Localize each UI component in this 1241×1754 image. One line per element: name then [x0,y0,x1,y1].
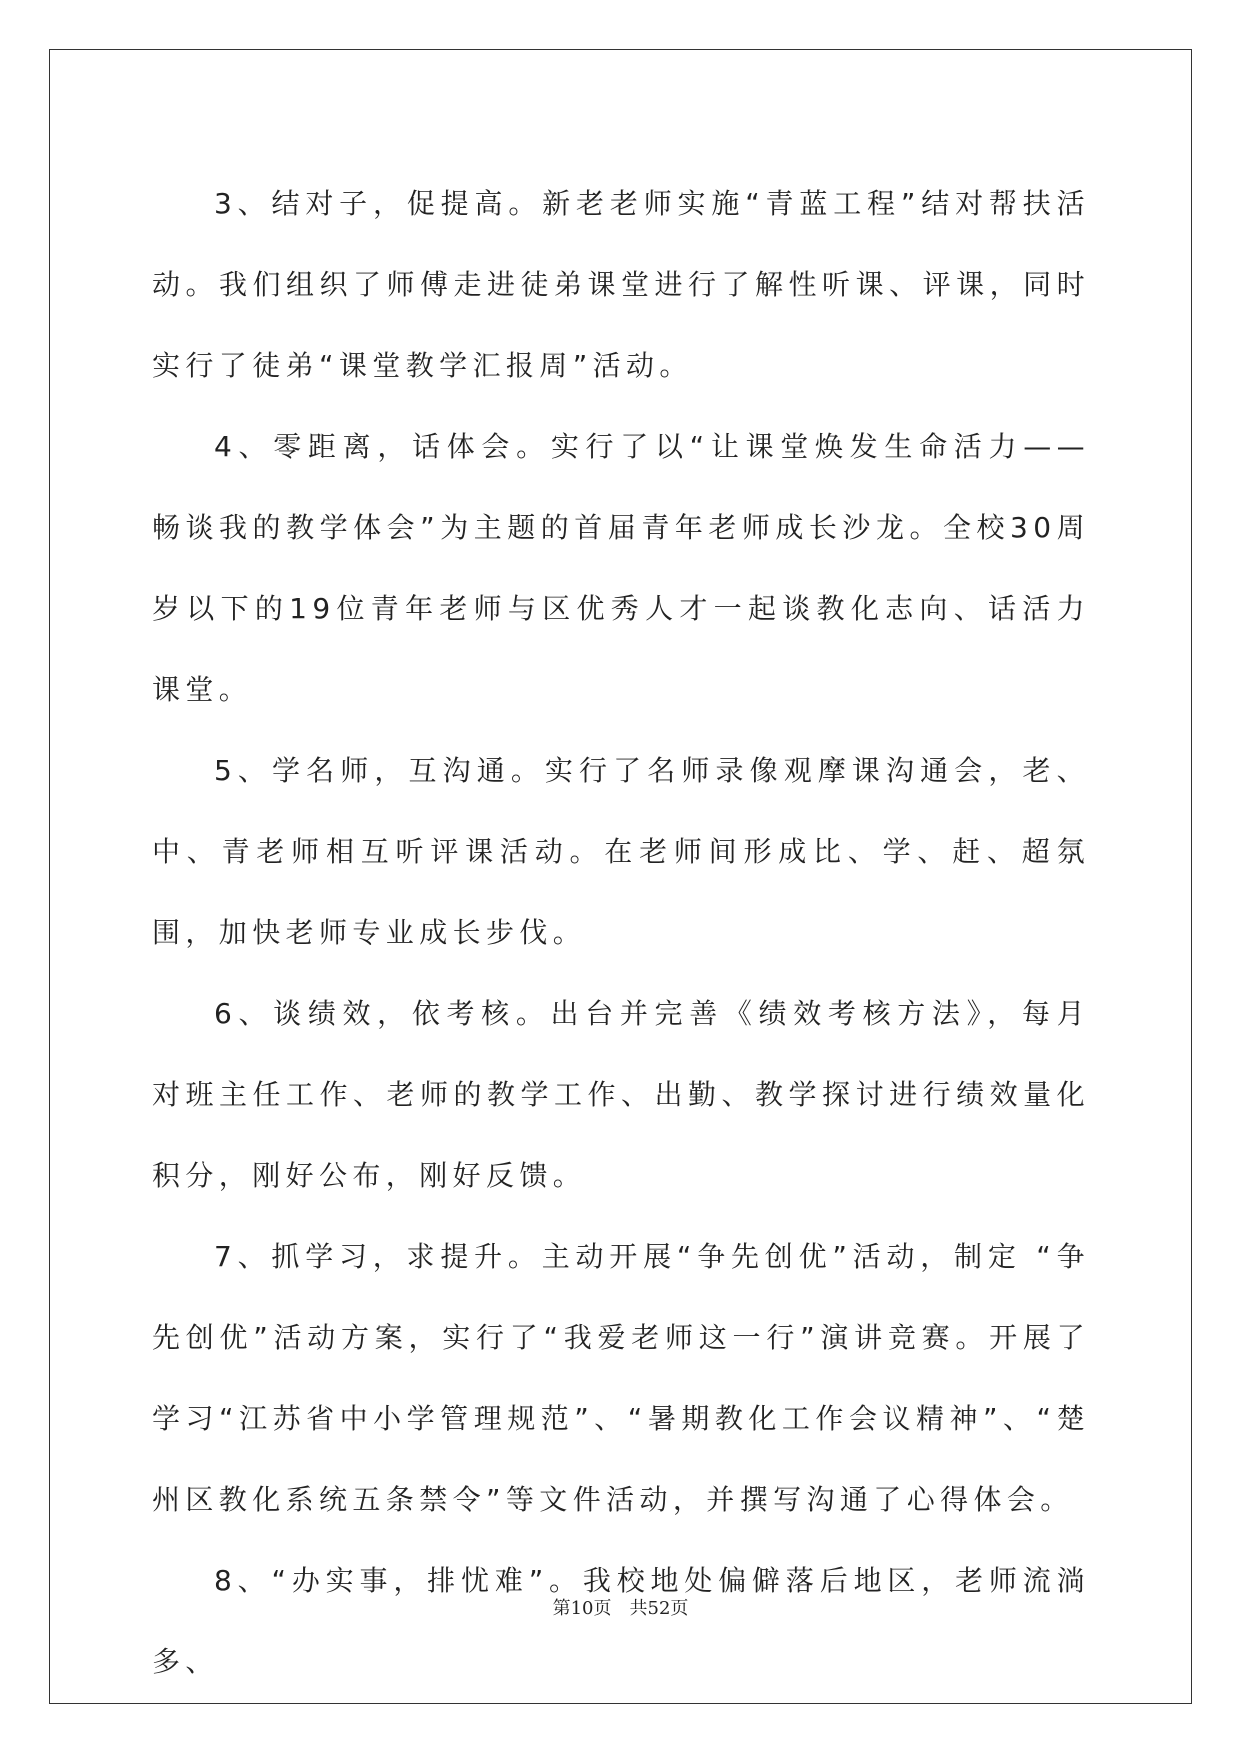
paragraph-7: 7、抓学习，求提升。主动开展“争先创优”活动，制定 “争先创优”活动方案，实行了“我爱老师这一行”演讲竞赛。开展了学习“江苏省中小学管理规范”、“暑期教化工作会议精神”、“楚州区教化系统五条禁令”等文件活动，并撰写沟通了心得体会。 [152,1240,1090,1516]
paragraph-6: 6、谈绩效，依考核。出台并完善《绩效考核方法》，每月对班主任工作、老师的教学工作、出勤、教学探讨进行绩效量化积分，刚好公布，刚好反馈。 [152,997,1090,1192]
paragraph-3: 3、结对子，促提高。新老老师实施“青蓝工程”结对帮扶活动。我们组织了师傅走进徒弟课堂进行了解性听课、评课，同时实行了徒弟“课堂教学汇报周”活动。 [152,187,1090,382]
paragraph-4: 4、零距离，话体会。实行了以“让课堂焕发生命活力——畅谈我的教学体会”为主题的首届青年老师成长沙龙。全校30周岁以下的19位青年老师与区优秀人才一起谈教化志向、话活力课堂。 [152,430,1090,706]
document-body [152,163,1090,1702]
page-number-footer: 第10页 共52页 [552,1598,689,1619]
paragraph-5: 5、学名师，互沟通。实行了名师录像观摩课沟通会，老、中、青老师相互听评课活动。在老师间形成比、学、赶、超氛围，加快老师专业成长步伐。 [152,754,1090,949]
paragraph-8: 8、“办实事，排忧难”。我校地处偏僻落后地区，老师流淌多、 [152,1564,1090,1678]
